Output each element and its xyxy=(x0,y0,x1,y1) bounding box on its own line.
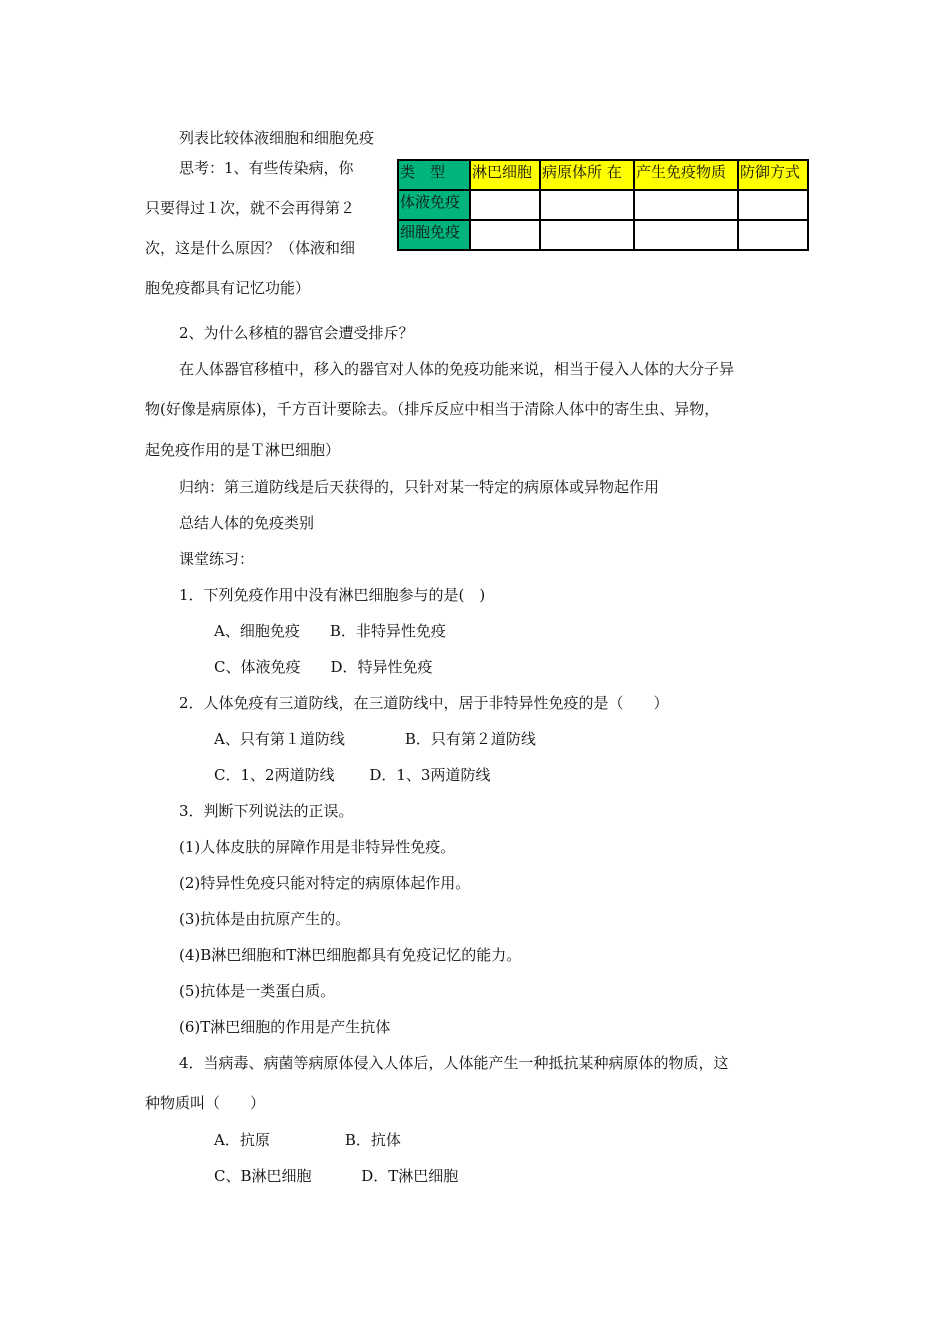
table-header-cell: 类 型 xyxy=(398,160,470,190)
table-cell xyxy=(470,190,540,220)
table-cell xyxy=(634,220,738,250)
think-question-2: 2、为什么移植的器官会遭受排斥？ xyxy=(179,324,414,342)
table-row xyxy=(398,190,808,220)
question-4-line-2: 种物质叫（ ） xyxy=(145,1094,266,1112)
question-1: 1．下列免疫作用中没有淋巴细胞参与的是( ) xyxy=(179,586,486,604)
question-3-item: (4)B淋巴细胞和T淋巴细胞都具有免疫记忆的能力。 xyxy=(179,946,522,964)
answer-line-3: 起免疫作用的是Ｔ淋巴细胞） xyxy=(145,441,341,459)
question-3: 3．判断下列说法的正误。 xyxy=(179,802,354,820)
question-4-line-1: 4．当病毒、病菌等病原体侵入人体后，人体能产生一种抵抗某种病原体的物质，这 xyxy=(179,1054,729,1072)
table-cell xyxy=(540,190,634,220)
table-row-label: 体液免疫 xyxy=(398,190,470,220)
table-row xyxy=(398,220,808,250)
table-cell xyxy=(738,190,808,220)
question-2-options-a: A、只有第１道防线 B．只有第２道防线 xyxy=(214,730,536,748)
summary-text: 总结人体的免疫类别 xyxy=(179,514,315,532)
question-3-item: (2)特异性免疫只能对特定的病原体起作用。 xyxy=(179,874,471,892)
question-3-item: (5)抗体是一类蛋白质。 xyxy=(179,982,336,1000)
question-1-options-a: A、细胞免疫 B．非特异性免疫 xyxy=(214,622,446,640)
table-row-label: 细胞免疫 xyxy=(398,220,470,250)
question-2: 2．人体免疫有三道防线，在三道防线中，居于非特异性免疫的是（ ） xyxy=(179,694,669,712)
think-line-2: 只要得过１次，就不会再得第２ xyxy=(145,199,356,217)
question-1-options-b: C、体液免疫 D．特异性免疫 xyxy=(214,658,433,676)
question-3-item: (1)人体皮肤的屏障作用是非特异性免疫。 xyxy=(179,838,456,856)
table-header-row xyxy=(398,160,808,190)
think-question-1 xyxy=(145,158,385,298)
table-header-cell: 防御方式 xyxy=(738,160,808,190)
answer-line-2: 物(好像是病原体)，千方百计要除去。（排斥反应中相当于清除人体中的寄生虫、异物， xyxy=(145,400,720,418)
think-line-1: 思考：1、有些传染病，你 xyxy=(179,159,354,177)
question-3-item: (3)抗体是由抗原产生的。 xyxy=(179,910,351,928)
question-3-item: (6)T淋巴细胞的作用是产生抗体 xyxy=(179,1018,391,1036)
question-4-options-a: A．抗原 B．抗体 xyxy=(214,1131,401,1149)
practice-heading: 课堂练习： xyxy=(179,550,255,568)
think-line-4: 胞免疫都具有记忆功能） xyxy=(145,279,311,297)
comparison-table xyxy=(397,159,809,251)
table-header-cell: 淋巴细胞 xyxy=(470,160,540,190)
table-cell xyxy=(738,220,808,250)
induction-text: 归纳：第三道防线是后天获得的，只针对某一特定的病原体或异物起作用 xyxy=(179,478,660,496)
question-4-options-b: C、B淋巴细胞 D．T淋巴细胞 xyxy=(214,1167,459,1185)
think-line-3: 次，这是什么原因？（体液和细 xyxy=(145,239,356,257)
table-cell xyxy=(470,220,540,250)
table-cell xyxy=(634,190,738,220)
section-heading: 列表比较体液细胞和细胞免疫 xyxy=(179,129,375,147)
question-2-options-b: C．1、2两道防线 D．1、3两道防线 xyxy=(214,766,491,784)
table-cell xyxy=(540,220,634,250)
table-header-cell: 产生免疫物质 xyxy=(634,160,738,190)
answer-line-1: 在人体器官移植中，移入的器官对人体的免疫功能来说，相当于侵入人体的大分子异 xyxy=(179,360,735,378)
table-header-cell: 病原体所 在 xyxy=(540,160,634,190)
